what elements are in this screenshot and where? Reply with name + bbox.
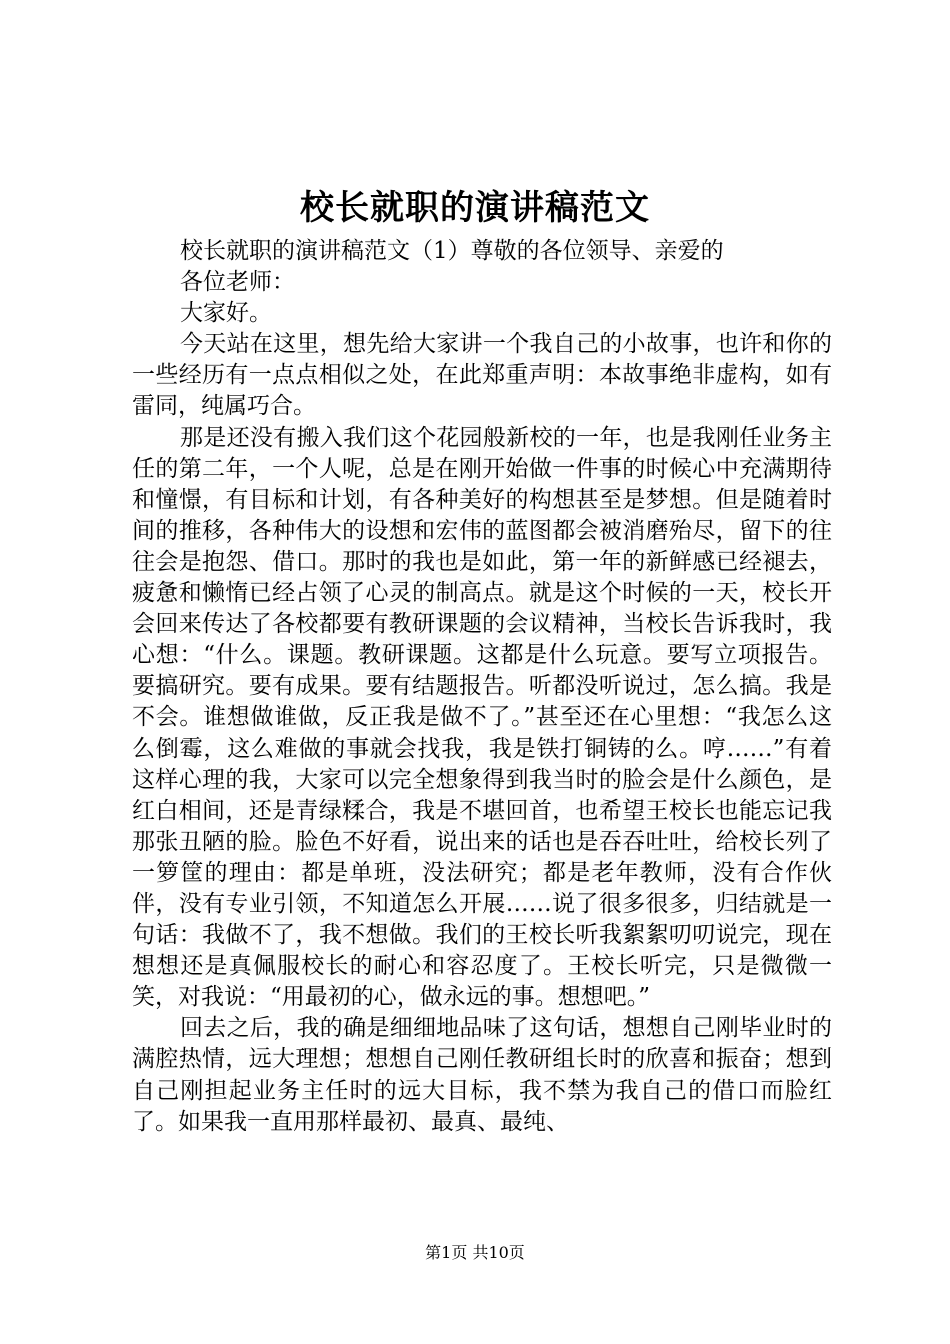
paragraph: 回去之后，我的确是细细地品味了这句话，想想自己刚毕业时的满腔热情，远大理想；想想自己刚任教研组长时的欣喜和振奋；想到自己刚担起业务主任时的远大目标，我不禁为我自己的借口而脸红了。如果我一直用那样最初、最真、最纯、 bbox=[132, 1015, 832, 1135]
document-body bbox=[132, 236, 832, 1138]
paragraph: 今天站在这里，想先给大家讲一个我自己的小故事，也许和你的一些经历有一点点相似之处，在此郑重声明：本故事绝非虚构，如有雷同，纯属巧合。 bbox=[132, 331, 832, 420]
intro-line: 各位老师： bbox=[180, 269, 295, 296]
paragraph: 那是还没有搬入我们这个花园般新校的一年，也是我刚任业务主任的第二年，一个人呢，总是在刚开始做一件事的时候心中充满期待和憧憬，有目标和计划，有各种美好的构想甚至是梦想。但是随着时间的推移，各种伟大的设想和宏伟的蓝图都会被消磨殆尽，留下的往往会是抱怨、借口。那时的我也是如此，第一年的新鲜感已经褪去，疲惫和懒惰已经占领了心灵的制高点。就是这个时候的一天，校长开会回来传达了各校都要有教研课题的会议精神，当校长告诉我时，我心想：“什么。课题。教研课题。这都是什么玩意。要写立项报告。要搞研究。要有成果。要有结题报告。听都没听说过，怎么搞。我是不会。谁想做谁做，反正我是做不了。”甚至还在心里想：“我怎么这么倒霉，这么难做的事就会找我，我是铁打铜铸的么。哼……”有着这样心理的我，大家可以完全想象得到我当时的脸会是什么颜色，是红白相间，还是青绿糅合，我是不堪回首，也希望王校长也能忘记我那张丑陋的脸。脸色不好看，说出来的话也是吞吞吐吐，给校长列了一箩筐的理由：都是单班，没法研究；都是老年教师，没有合作伙伴，没有专业引领，不知道怎么开展……说了很多很多，归结就是一句话：我做不了，我不想做。我们的王校长听我絮絮叨叨说完，现在想想还是真佩服校长的耐心和容忍度了。王校长听完，只是微微一笑，对我说：“用最初的心，做永远的事。想想吧。” bbox=[132, 424, 832, 1011]
page-footer: 第1页 共10页 bbox=[425, 1243, 525, 1262]
greeting: 大家好。 bbox=[180, 300, 272, 327]
intro-line: 校长就职的演讲稿范文（1）尊敬的各位领导、亲爱的 bbox=[180, 238, 724, 264]
document-title: 校长就职的演讲稿范文 bbox=[300, 188, 650, 228]
